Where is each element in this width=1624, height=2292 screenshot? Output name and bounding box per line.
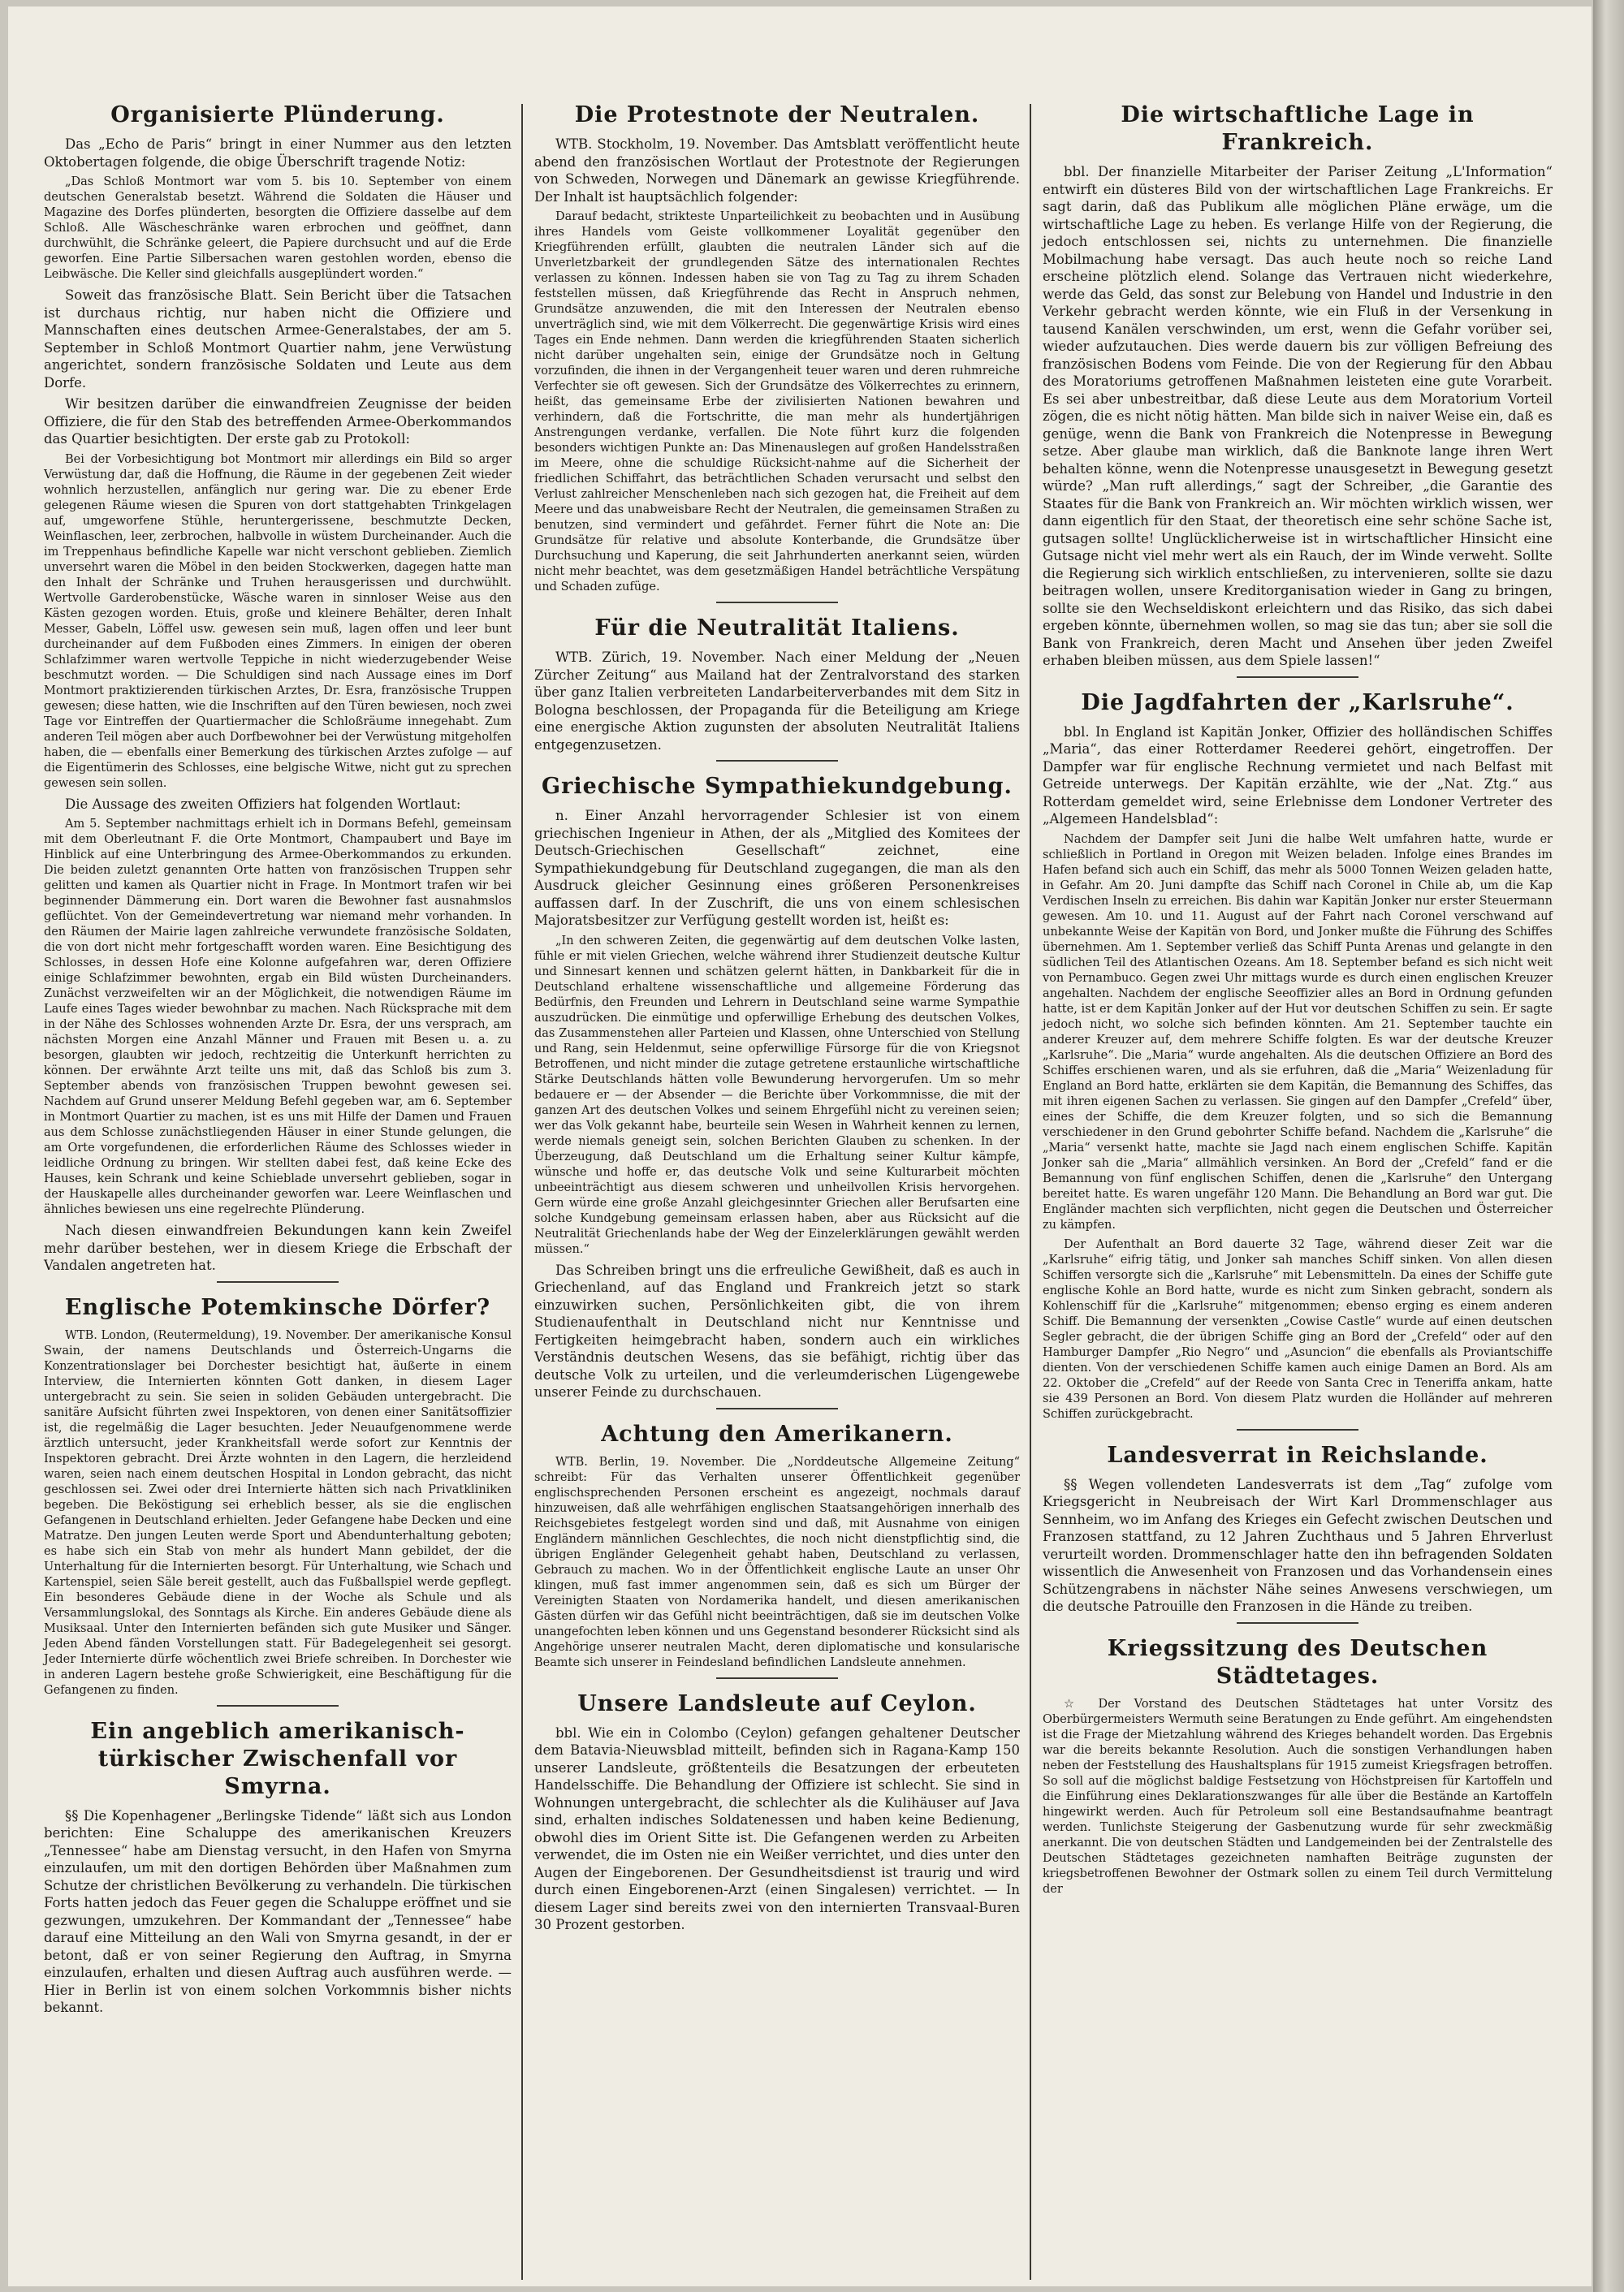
column-rule [1030,104,1031,2280]
article-paragraph: Nach diesen einwandfreien Bekundungen kann kein Zweifel mehr darüber bestehen, wer in diesem Kriege die Erbschaft der Vandalen angetreten hat. [44,1223,512,1273]
newspaper-page [8,6,1592,2286]
article-paragraph: n. Einer Anzahl hervorragender Schlesier ist von einem griechischen Ingenieur in Athen, der als „Mitglied des Komitees der Deutsch-Griechischen Gesellschaft“ zeichnet, eine Sympathiekundgebung für Deutschland zugegangen, die man als den Ausdruck gleicher Gesinnung eines größeren Personenkreises auffassen darf. In der Zuschrift, die uns von einem schlesischen Majoratsbesitzer zur Verfügung gestellt worden ist, heißt es: [534,808,1020,928]
article-paragraph: Der Aufenthalt an Bord dauerte 32 Tage, während dieser Zeit war die „Karlsruhe“ eifrig tätig, und Jonker sah manches Schiff sinken. Von allen diesen Schiffen versorgte sich die „Karlsruhe“ mit Lebensmitteln. Da eines der Schiffe gute englische Kohle an Bord hatte, wurde es nicht zum Sinken gebracht, sondern als Kohlenschiff für die „Karlsruhe“ mitgenommen; ebenso erging es einem anderen Schiff. Die Bemannung der versenkten „Cowise Castle“ wurde auf einen deutschen Segler gebracht, die der übrigen Schiffe ging an Bord der „Crefeld“ oder auf den Hamburger Dampfer „Rio Negro“ und „Asuncion“ die ebenfalls als Proviantschiffe dienten. Von der verschiedenen Schiffe kamen auch einige Damen an Bord. Als am 22. Oktober die „Crefeld“ auf der Reede von Santa Crec in Teneriffa ankam, hatte sie 439 Personen an Bord. Von diesem Platz wurden die Holländer auf mehreren Schiffen zurückgebracht. [1043,1237,1553,1421]
article-headline: Landesverrat in Reichslande. [1107,1442,1488,1468]
column-2 [529,84,1025,2276]
column-1 [39,84,516,2276]
article-paragraph: Das „Echo de Paris“ bringt in einer Nummer aus den letzten Oktobertagen folgende, die obige Überschrift tragende Notiz: [44,136,512,170]
column-rule [521,104,523,2280]
article-paragraph: bbl. Wie ein in Colombo (Ceylon) gefangen gehaltener Deutscher dem Batavia-Nieuwsblad mitteilt, befinden sich in Ragana-Kamp 150 unserer Landsleute, größtenteils die Besatzungen der erbeuteten Handelsschiffe. Die Behandlung der Offiziere ist schlecht. Sie sind in Wohnungen untergebracht, die schlechter als die Kulihäuser auf Java sind, erhalten indisches Soldatenessen und haben keine Bedienung, obwohl dies im Orient Sitte ist. Die Gefangenen werden zu Arbeiten verwendet, die im Osten nie ein Weißer verrichtet, und dies unter den Augen der Eingeborenen. Der Gesundheitsdienst ist traurig und wird durch einen Eingeborenen-Arzt (einen Singalesen) verrichtet. — In diesem Lager sind bereits zwei von den internierten Transvaal-Buren 30 Prozent gestorben. [534,1724,1020,1932]
article-paragraph: Bei der Vorbesichtigung bot Montmort mir allerdings ein Bild so arger Verwüstung dar, daß die Hoffnung, die Räume in der gegebenen Zeit wieder wohnlich herzustellen, anfänglich nur gering war. Die zu ebener Erde gelegenen Räume wiesen die Spuren von dort stattgehabten Trinkgelagen auf, umgeworfene Stühle, heruntergerissene, beschmutzte Decken, Weinflaschen, leer, zerbrochen, halbvolle in wüstem Durcheinander. Auch die im Treppenhaus befindliche Kapelle war nicht verschont geblieben. Ziemlich unversehrt waren die Möbel in den beiden Stockwerken, dagegen hatte man den Inhalt der Schränke und Truhen herausgerissen und durchwühlt. Wertvolle Garderobenstücke, Wäsche waren in sinnloser Weise aus den Kästen gezogen worden. Etuis, große und kleinere Behälter, deren Inhalt Messer, Gabeln, Löffel usw. gewesen sein muß, lagen offen und leer bunt durcheinander auf dem Fußboden eines Zimmers. In einigen der oberen Schlafzimmer waren wertvolle Teppiche in nicht wiederzugebender Weise beschmutzt worden. — Die Schuldigen sind nach Aussage eines im Dorf Montmort praktizierenden türkischen Arztes, Dr. Esra, französische Truppen gewesen; diese hatten, wie die Inschriften auf den Türen bewiesen, noch zwei Tage vor Eintreffen der Quartiermacher die Schloßräume innegehabt. Zum anderen Teil mögen aber auch Dorfbewohner bei der Verwüstung mitgeholfen haben, die — ebenfalls einer Bemerkung des türkischen Arztes zufolge — auf die Eigentümerin des Schlosses, eine belgische Witwe, nicht gut zu sprechen gewesen sein sollen. [44,452,512,790]
article-paragraph: bbl. In England ist Kapitän Jonker, Offizier des holländischen Schiffes „Maria“, das einer Rotterdamer Reederei gehört, eingetroffen. Der Dampfer war für englische Rechnung vermietet und nach Belfast mit Getreide unterwegs. Der Kapitän erzählte, wie der „Nat. Ztg.“ aus Rotterdam gemeldet wird, seine Erlebnisse dem Londoner Vertreter des „Algemeen Handelsblad“: [1043,723,1553,827]
article-paragraph: ☆ Der Vorstand des Deutschen Städtetages hat unter Vorsitz des Oberbürgermeisters Wermuth seine Beratungen zu Ende geführt. Am eingehendsten ist die Frage der Mietzahlung während des Krieges behandelt worden. Das Ergebnis war die bereits bekannte Resolution. Auch die sonstigen Verhandlungen haben neben der Feststellung des Haushaltsplans für 1915 zumeist Kriegsfragen betroffen. So soll auf die möglichst baldige Festsetzung von Höchstpreisen für Kartoffeln und die Einführung eines Deklarationszwanges für alle über die Bestände an Kartoffeln hingewirkt werden. Auch für Petroleum soll eine Bestandsaufnahme beantragt werden. Tunlichste Steigerung der Gasbenutzung wurde für sehr zweckmäßig anerkannt. Die von deutschen Städten und Landgemeinden bei der Zentralstelle des Deutschen Städtetages gezeichneten namhaften Beiträge zugunsten der kriegsbetroffenen Bewohner der Ostmark sollen zu einem Teil durch Vermittelung der [1043,1697,1553,1896]
article-paragraph: „Das Schloß Montmort war vom 5. bis 10. September von einem deutschen Generalstab besetzt. Während die Soldaten die Häuser und Magazine des Dorfes plünderten, besorgten die Offiziere dasselbe auf dem Schloß. Alle Wäscheschränke waren erbrochen und geöffnet, dann durchwühlt, die Schränke geleert, die Papiere durchsucht und auf die Erde geworfen. Eine Partie Silbersachen waren gestohlen worden, ebenso die Leibwäsche. Die Keller sind gleichfalls ausgeplündert worden.“ [44,175,512,281]
article-headline: Organisierte Plünderung. [110,102,445,127]
article-headline: Die wirtschaftliche Lage in Frankreich. [1121,102,1475,155]
article-headline: Achtung den Amerikanern. [601,1421,953,1447]
article-headline: Kriegssitzung des Deutschen Städtetages. [1107,1635,1488,1689]
article-paragraph: „In den schweren Zeiten, die gegenwärtig auf dem deutschen Volke lasten, fühle er mit vielen Griechen, welche während ihrer Studienzeit deutsche Kultur und Sinnesart kennen und schätzen gelernt hätten, in Dankbarkeit für die in Deutschland erhaltene wissenschaftliche und allgemeine Förderung das Bedürfnis, den Freunden und Lehrern in Deutschland seine warme Sympathie auszudrücken. Die einmütige und opferwillige Erhebung des deutschen Volkes, das Zusammenstehen aller Parteien und Klassen, ohne Unterschied von Stellung und Rang, sein Heldenmut, seine opferwillige Fürsorge für die von Kriegsnot Betroffenen, und nicht minder die zutage getretene erstaunliche wirtschaftliche Stärke Deutschlands hätten volle Bewunderung hervorgerufen. Um so mehr bedauere er — der Absender — die Berichte über Vorkommnisse, die mit der ganzen Art des deutschen Volkes und seinem Ehrgefühl nicht zu vereinen seien; wer das Volk gekannt habe, beurteile sein Wesen in Wahrheit kennen zu lernen, werde niemals geneigt sein, solchen Berichten Glauben zu schenken. In der Überzeugung, daß Deutschland um die Erhaltung seiner Kultur kämpfe, wünsche und hoffe er, das deutsche Volk und seine Kulturarbeit möchten unbeeinträchtigt aus diesem schweren und unheilvollen Krisis hervorgehen. Gern würde eine große Anzahl gleichgesinnter Griechen aller Berufsarten eine solche Kundgebung gemeinsam erlassen haben, aber aus Rücksicht auf die Neutralität Griechenlands habe der Weg der Einzelerklärungen gewählt werden müssen.“ [534,934,1020,1256]
article-paragraph: Darauf bedacht, strikteste Unparteilichkeit zu beobachten und in Ausübung ihres Handels vom Geiste vollkommener Loyalität gegenüber den Kriegführenden erfüllt, glaubten die neutralen Länder sich auf die Unverletzbarkeit der grundlegenden Sätze des internationalen Rechtes verlassen zu können. Indessen haben sie von Tag zu Tag zu ihrem Schaden feststellen müssen, daß Kriegführende das Recht in Anspruch nehmen, Grundsätze anzuwenden, die mit den Interessen der Neutralen ebenso unverträglich sind, wie mit dem Völkerrecht. Die gegenwärtige Krisis wird eines Tages ein Ende nehmen. Dann werden die kriegführenden Staaten sicherlich nicht darüber ungehalten sein, einige der Grundsätze noch in Geltung vorzufinden, die ihnen in der Vergangenheit teuer waren und deren ruhmreiche Verfechter sie oft gewesen. Sich der Grundsätze des Völkerrechtes zu erinnern, heißt, das gemeinsame Erbe der zivilisierten Nationen bewahren und verhindern, daß die Fortschritte, die man mehr als hundertjährigen Anstrengungen verdanke, verfallen. Die Note führt kurz die folgenden besonders wichtigen Punkte an: Das Minenauslegen auf großen Handelsstraßen im Meere, ohne die schuldige Rücksicht-nahme auf die Sicherheit der friedlichen Schiffahrt, das beträchtlichen Schaden verursacht und selbst den Verlust zahlreicher Menschenleben nach sich gezogen hat, die Freiheit auf dem Meere und das unabweisbare Recht der Neutralen, die gemeinsamen Straßen zu benutzen, sind vermindert und gefährdet. Ferner führt die Note an: Die Grundsätze für relative und absolute Konterbande, die Grundsätze über Durchsuchung und Kaperung, die seit Jahrhunderten anerkannt seien, würden nicht mehr beachtet, was dem gesetzmäßigen Handel beträchtliche Verspätung und Schaden zufüge. [534,210,1020,594]
article-headline: Englische Potemkinsche Dörfer? [64,1294,491,1320]
article-headline: Ein angeblich amerikanisch-türkischer Zwischenfall vor Smyrna. [90,1718,465,1799]
article-paragraph: WTB. Berlin, 19. November. Die „Norddeutsche Allgemeine Zeitung“ schreibt: Für das Verhalten unserer Öffentlichkeit gegenüber englischsprechenden Personen erscheint es angezeigt, nochmals darauf hinzuweisen, daß alle wehrfähigen englischen Staatsangehörigen innerhalb des Reichsgebietes festgelegt worden sind und daß, mit Ausnahme von einigen Engländern männlichen Geschlechtes, die noch nicht dienstpflichtig sind, die übrigen Engländer Gelegenheit gehabt haben, Deutschland zu verlassen, Gebrauch zu machen. Wo in der Öffentlichkeit englische Laute an unser Ohr klingen, muß fast immer angenommen sein, daß es sich um Bürger der Vereinigten Staaten von Nordamerika handelt, und diesen amerikanischen Gästen dürfen wir das Gefühl nicht beeinträchtigen, daß sie im deutschen Volke unangefochten leben können und uns Gegenstand besonderer Rücksicht sind als Angehörige unserer neutralen Macht, deren diplomatische und konsularische Beamte sich unserer in Feindesland befindlichen Landsleute annehmen. [534,1455,1020,1669]
article-separator [716,1408,838,1409]
article-paragraph: Nachdem der Dampfer seit Juni die halbe Welt umfahren hatte, wurde er schließlich in Portland in Oregon mit Weizen beladen. Infolge eines Brandes im Hafen befand sich auch ein Schiff, das mehr als 5000 Tonnen Weizen geladen hatte, in Gefahr. Am 20. Juni dampfte das Schiff nach Coronel in Chile ab, um die Kap Verdischen Inseln zu erreichen. Bis dahin war Kapitän Jonker nur erster Steuermann gewesen. Am 10. und 11. August auf der Fahrt nach Coronel verschwand auf unbekannte Weise der Kapitän von Bord, und Jonker mußte die Führung des Schiffes übernehmen. Am 1. September verließ das Schiff Punta Arenas und gelangte in den südlichen Teil des Atlantischen Ozeans. Am 18. September befand es sich nicht weit von Pernambuco. Gegen zwei Uhr mittags wurde es durch einen englischen Kreuzer angehalten. Nachdem der englische Seeoffizier alles an Bord in Ordnung gefunden hatte, ist er dem Kapitän Jonker auf der Hut vor deutschen Schiffen zu sein. Er sagte jedoch nicht, wo solche sich befinden könnten. Am 21. September tauchte ein anderer Kreuzer auf, dem mehrere Schiffe folgten. Es war der deutsche Kreuzer „Karlsruhe“. Die „Maria“ wurde angehalten. Als die deutschen Offiziere an Bord des Schiffes erschienen waren, und als sie erfuhren, daß die „Maria“ Weizenladung für England an Bord hatte, erklärten sie dem Kapitän, die Bemannung des Schiffes, das mit ihren eigenen Sachen zu verlassen. Sie gingen auf den Dampfer „Crefeld“ über, eines der Schiffe, die dem Kreuzer folgten, und so sich die Bemannung verschiedener in den Grund gebohrter Schiffe befand. Nachdem die „Karlsruhe“ die „Maria“ versenkt hatte, machte sie Jagd nach einem englischen Schiffe. Kapitän Jonker sah die „Maria“ allmählich versinken. An Bord der „Crefeld“ fand er die Bemannung von fünf englischen Schiffen, denen die „Karlsruhe“ den Untergang bereitet hatte. Es waren ungefähr 120 Mann. Die Behandlung an Bord war gut. Die Engländer machten sich verpflichten, nicht gegen die Deutschen und Österreicher zu kämpfen. [1043,832,1553,1232]
article-separator [1237,1622,1358,1624]
article-separator [217,1705,339,1707]
article-headline: Griechische Sympathiekundgebung. [542,774,1013,799]
article-paragraph: WTB. London, (Reutermeldung), 19. November. Der amerikanische Konsul Swain, der namens Deutschlands und Österreich-Ungarns die Konzentrationslager bei Dorchester besichtigt hat, äußerte in einem Interview, die Internierten könnten Gott danken, in diesem Lager untergebracht zu sein. Sie seien in soliden Gebäuden untergebracht. Die sanitäre Aufsicht führten zwei Inspektoren, von denen einer Sanitätsoffizier ist, die regelmäßig die Lager besuchten. Jeder Neuaufgenommene werde ärztlich untersucht, jeder Krankheitsfall werde sofort zur Kenntnis der Inspektoren gebracht. Drei Ärzte wohnten in den Lagern, die herzleidend waren, seien nach einem deutschen Hospital in London gebracht, das nicht geschlossen sei. Zwei oder drei Internierte hätten sich nach Privatkliniken begeben. Die Beköstigung sei erheblich besser, als sie die englischen Gefangenen in Deutschland erhielten. Jeder Gefangene habe Decken und eine Matratze. Den jungen Leuten werde Sport und Abendunterhaltung geboten; es habe sich ein Stab von mehr als hundert Mann gebildet, der die Unterhaltung für die Internierten besorgt. Für Unterhaltung, wie Schach und Kartenspiel, seien Säle bereit gestellt, auch das Fußballspiel werde gepflegt. Ein besonderes Gebäude diene in der Woche als Schule und als Versammlungslokal, des Sonntags als Kirche. Ein anderes Gebäude diene als Musiksaal. Unter den Internierten befänden sich gute Musiker und Sänger. Jeden Abend fänden Vorstellungen statt. Für Badegelegenheit sei gesorgt. Jeder Internierte dürfe wöchentlich zwei Briefe schreiben. In Dorchester wie in anderen Lagern bestehe große Schwierigkeit, eine Beschäftigung für die Gefangenen zu finden. [44,1328,512,1697]
article-separator [217,1281,339,1283]
article-paragraph: WTB. Stockholm, 19. November. Das Amtsblatt veröffentlicht heute abend den französischen Wortlaut der Protestnote der Regierungen von Schweden, Norwegen und Dänemark an gewisse Kriegführende. Der Inhalt ist hauptsächlich folgender: [534,136,1020,205]
article-paragraph: Das Schreiben bringt uns die erfreuliche Gewißheit, daß es auch in Griechenland, auf das England und Frankreich jetzt so stark einzuwirken suchen, Persönlichkeiten gibt, die von ihrem Studienaufenthalt in Deutschland nicht nur Kenntnisse und Fertigkeiten heimgebracht haben, sondern auch ein wirkliches Verständnis deutschen Wesens, das sie befähigt, richtig über das deutsche Volk zu urteilen, und die verleumderischen Lügengewebe unserer Feinde zu durchschauen. [534,1262,1020,1400]
column-3 [1038,84,1557,2276]
article-separator [1237,676,1358,678]
article-headline: Die Protestnote der Neutralen. [574,102,980,127]
article-paragraph: Wir besitzen darüber die einwandfreien Zeugnisse der beiden Offiziere, die für den Stab des betreffenden Armee-Oberkommandos das Quartier besichtigten. Der erste gab zu Protokoll: [44,396,512,447]
article-separator [716,760,838,762]
article-separator [716,1677,838,1679]
article-paragraph: Soweit das französische Blatt. Sein Bericht über die Tatsachen ist durchaus richtig, nur haben nicht die Offiziere und Mannschaften eines deutschen Armee-Generalstabes, der am 5. September in Schloß Montmort Quartier nahm, jene Verwüstung angerichtet, sondern französische Soldaten und Leute aus dem Dorfe. [44,287,512,391]
article-headline: Für die Neutralität Italiens. [594,615,960,641]
article-paragraph: §§ Wegen vollendeten Landesverrats ist dem „Tag“ zufolge vom Kriegsgericht in Neubreisach der Wirt Karl Drommenschlager aus Sennheim, wo im Anfang des Krieges ein Gefecht zwischen Deutschen und Franzosen stattfand, zu 12 Jahren Zuchthaus und 5 Jahren Ehrverlust verurteilt worden. Drommenschlager hatte den ihn befragenden Soldaten wissentlich die Anwesenheit von Franzosen und das Vorhandensein eines Schützengrabens in nächster Nähe seines Anwesens verschwiegen, um die deutsche Patrouille den Franzosen in die Hände zu treiben. [1043,1476,1553,1614]
article-headline: Unsere Landsleute auf Ceylon. [577,1690,977,1716]
article-paragraph: bbl. Der finanzielle Mitarbeiter der Pariser Zeitung „L'Information“ entwirft ein düsteres Bild von der wirtschaftlichen Lage Frankreichs. Er sagt darin, daß das Publikum alle möglichen Pläne erwäge, um die wirtschaftliche Lage zu heben. Es verlange Hilfe von der Regierung, die jedoch entschlossen sei, nichts zu unternehmen. Die finanzielle Mobilmachung habe versagt. Das auch heute noch so reiche Land erscheine plötzlich elend. Solange das Vertrauen nicht wiederkehre, werde das Geld, das sonst zur Belebung von Handel und Industrie in den Verkehr gebracht werden könnte, wie ein Fluß in der Versenkung in tausend Kanälen verschwinden, um erst, wenn die Gefahr vorüber sei, wieder aufzutauchen. Dies werde dauern bis zur völligen Befreiung des französischen Bodens vom Feinde. Die von der Regierung für den Abbau des Moratoriums getroffenen Maßnahmen leisteten eine gute Vorarbeit. Es sei aber unbestreitbar, daß diese Leute aus dem Moratorium Vorteil zögen, die es nicht nötig hätten. Man bilde sich in naiver Weise ein, daß es genüge, wenn die Bank von Frankreich die Notenpresse in Bewegung setze. Aber glaube man wirklich, daß die Banknote lange ihren Wert behalten könne, wenn die Notenpresse unausgesetzt in Bewegung gesetzt würde? „Man ruft allerdings,“ sagt der Schreiber, „die Garantie des Staates für die Bank von Frankreich an. Wir möchten wirklich wissen, wer dann eigentlich für den Staat, der theoretisch eine sehr schöne Sache ist, gutsagen sollte! Unglücklicherweise ist in wirtschaftlicher Hinsicht eine Gutsage nicht viel mehr wert als ein Rauch, der im Winde verweht. Sollte die Regierung sich wirklich entschließen, zu intervenieren, sollte sie dazu beitragen wollen, unsere Kreditorganisation wieder in Gang zu bringen, sollte sie den Wechseldiskont erleichtern und das Risiko, das sich dabei ergeben könnte, übernehmen wollen, so mag sie das tun; aber sie soll die Bank von Frankreich, deren Macht und Ansehen über jeden Zweifel erhaben bleiben müssen, aus dem Spiele lassen!“ [1043,164,1553,668]
article-separator [716,602,838,603]
article-paragraph: §§ Die Kopenhagener „Berlingske Tidende“ läßt sich aus London berichten: Eine Schaluppe des amerikanischen Kreuzers „Tennessee“ habe am Dienstag versucht, in den Hafen von Smyrna einzulaufen, um mit den dortigen Behörden über Maßnahmen zum Schutze der christlichen Bevölkerung zu verhandeln. Die türkischen Forts hatten jedoch das Feuer gegen die Schaluppe eröffnet und sie gezwungen, umzukehren. Der Kommandant der „Tennessee“ habe darauf eine Mitteilung an den Wali von Smyrna gesandt, in der er betont, daß er von seiner Regierung den Auftrag, in Smyrna einzulaufen, erhalten und diesen Auftrag auch ausführen werde. — Hier in Berlin ist von einem solchen Vorkommnis bisher nichts bekannt. [44,1807,512,2015]
article-paragraph: WTB. Zürich, 19. November. Nach einer Meldung der „Neuen Zürcher Zeitung“ aus Mailand hat der Zentralvorstand des starken über ganz Italien verbreiteten Landarbeiterverbandes mit dem Sitz in Bologna beschlossen, der Propaganda für die Beteiligung am Kriege eine energische Aktion zugunsten der absoluten Neutralität Italiens entgegenzusetzen. [534,650,1020,753]
article-headline: Die Jagdfahrten der „Karlsruhe“. [1081,689,1514,715]
article-paragraph: Am 5. September nachmittags erhielt ich in Dormans Befehl, gemeinsam mit dem Oberleutnant F. die Orte Montmort, Champaubert und Baye im Hinblick auf eine Unterbringung des Armee-Oberkommandos zu erkunden. Die beiden zuletzt genannten Orte hatten von französischen Truppen sehr gelitten und kamen als Quartier nicht in Frage. In Montmort trafen wir bei beginnender Dämmerung ein. Dort waren die Bewohner fast ausnahmslos geflüchtet. Von der Gemeindevertretung war niemand mehr vorhanden. In den Räumen der Mairie lagen zahlreiche verwundete französische Soldaten, die von dort nicht mehr fortgeschafft worden waren. Eine Besichtigung des Schlosses, in dessen Hofe eine Kolonne aufgefahren war, deren Offiziere einige Schlafzimmer bewohnten, ergab ein Bild wüsten Durcheinanders. Zunächst verzweifelten wir an der Möglichkeit, die notwendigen Räume im Laufe eines Tages wieder bewohnbar zu machen. Nach Rücksprache mit dem in der Nähe des Schlosses wohnenden Arzte Dr. Esra, der uns versprach, am nächsten Morgen eine Anzahl Männer und Frauen mit Besen u. a. zu besorgen, glaubten wir jedoch, rechtzeitig die Unterkunft herrichten zu können. Der erwähnte Arzt teilte uns mit, daß das Schloß bis zum 3. September abends von französischen Truppen bewohnt gewesen sei. Nachdem auf Grund unserer Meldung Befehl gegeben war, am 6. September in Montmort Quartier zu machen, ist es uns mit Hilfe der Damen und Frauen aus dem Schlosse zunächstliegenden Häuser in einer Stunde gelungen, die am Orte vorgefundenen, die erforderlichen Räume des Schlosses wieder in leidliche Ordnung zu bringen. Wir stellten dabei fest, daß keine Ecke des Hauses, kein Schrank und keine Schieblade unversehrt geblieben, sogar in der Hauskapelle alles durcheinander geworfen war. Leere Weinflaschen und ähnliches bewiesen uns eine regelrechte Plünderung. [44,818,512,1216]
article-separator [1237,1429,1358,1431]
page-edge [1593,0,1624,2292]
article-paragraph: Die Aussage des zweiten Offiziers hat folgenden Wortlaut: [65,796,461,812]
